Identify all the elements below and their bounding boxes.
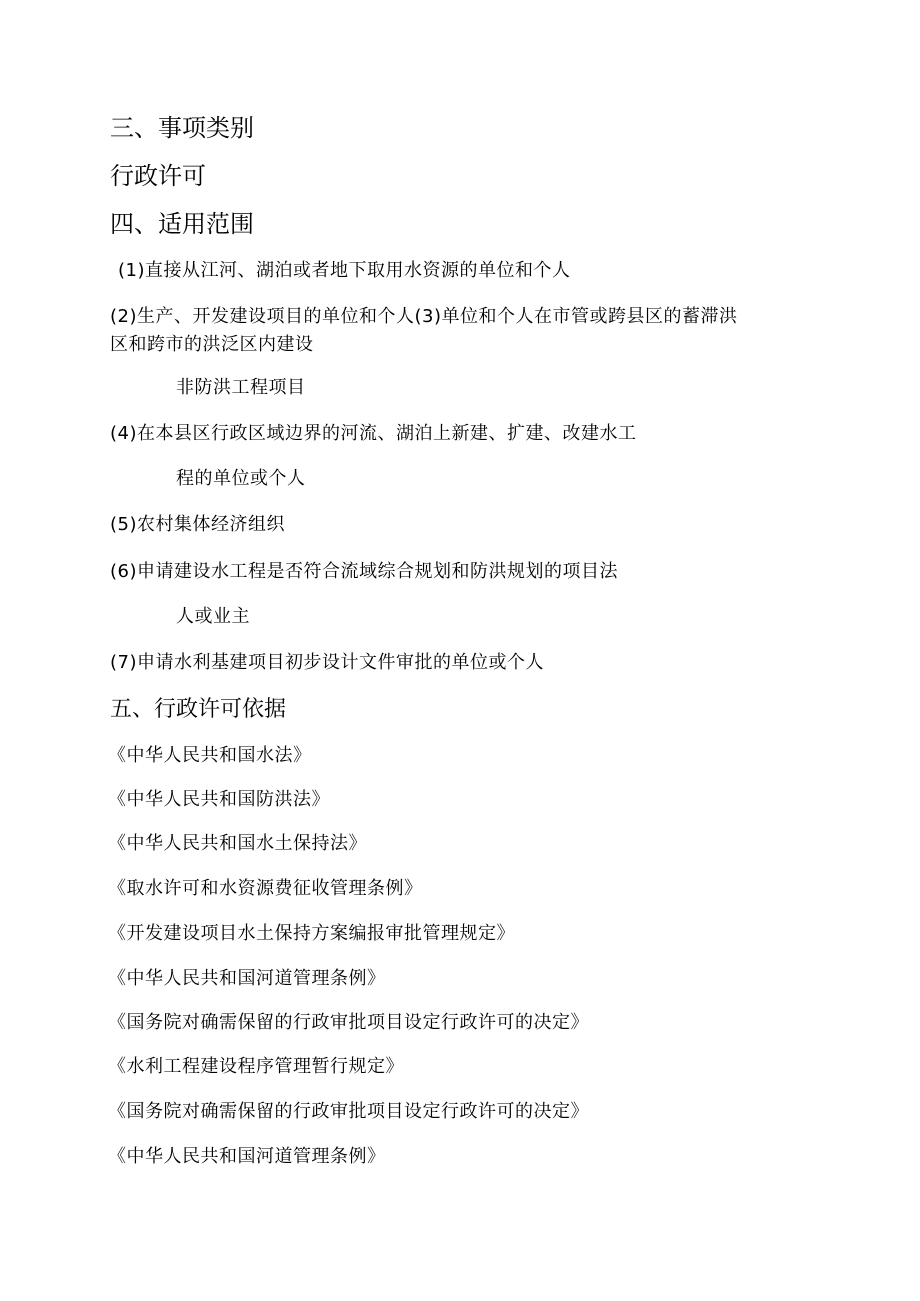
scope-item-2-3: (2)生产、开发建设项目的单位和个人(3)单位和个人在市管或跨县区的蓄滞洪 — [110, 306, 738, 327]
scope-item-4: (4)在本县区行政区域边界的河流、湖泊上新建、扩建、改建水工 — [110, 423, 637, 444]
section-3-content: 行政许可 — [110, 162, 206, 190]
section-3-heading: 三、事项类别 — [110, 114, 254, 142]
law-item: 《国务院对确需保留的行政审批项目设定行政许可的决定》 — [108, 1012, 589, 1033]
law-item: 《中华人民共和国河道管理条例》 — [108, 968, 386, 989]
scope-item-6-indented: 人或业主 — [176, 606, 250, 627]
law-item: 《取水许可和水资源费征收管理条例》 — [108, 878, 423, 899]
scope-item-1: (1)直接从江河、湖泊或者地下取用水资源的单位和个人 — [118, 260, 571, 281]
scope-item-3-indented: 非防洪工程项目 — [176, 377, 306, 398]
scope-item-4-indented: 程的单位或个人 — [176, 468, 306, 489]
law-item: 《开发建设项目水土保持方案编报审批管理规定》 — [108, 923, 515, 944]
scope-item-3-continued: 区和跨市的洪泛区内建设 — [110, 334, 314, 355]
scope-item-6: (6)申请建设水工程是否符合流域综合规划和防洪规划的项目法 — [110, 561, 618, 582]
section-5-heading: 五、行政许可依据 — [110, 697, 287, 722]
law-item: 《中华人民共和国水法》 — [108, 745, 312, 766]
law-item: 《中华人民共和国河道管理条例》 — [108, 1146, 386, 1167]
law-item: 《中华人民共和国水土保持法》 — [108, 833, 367, 854]
section-4-heading: 四、适用范围 — [110, 210, 254, 238]
scope-item-5: (5)农村集体经济组织 — [110, 514, 285, 535]
law-item: 《国务院对确需保留的行政审批项目设定行政许可的决定》 — [108, 1101, 589, 1122]
law-item: 《中华人民共和国防洪法》 — [108, 789, 330, 810]
scope-item-7: (7)申请水利基建项目初步设计文件审批的单位或个人 — [110, 652, 544, 673]
law-item: 《水利工程建设程序管理暂行规定》 — [108, 1056, 404, 1077]
